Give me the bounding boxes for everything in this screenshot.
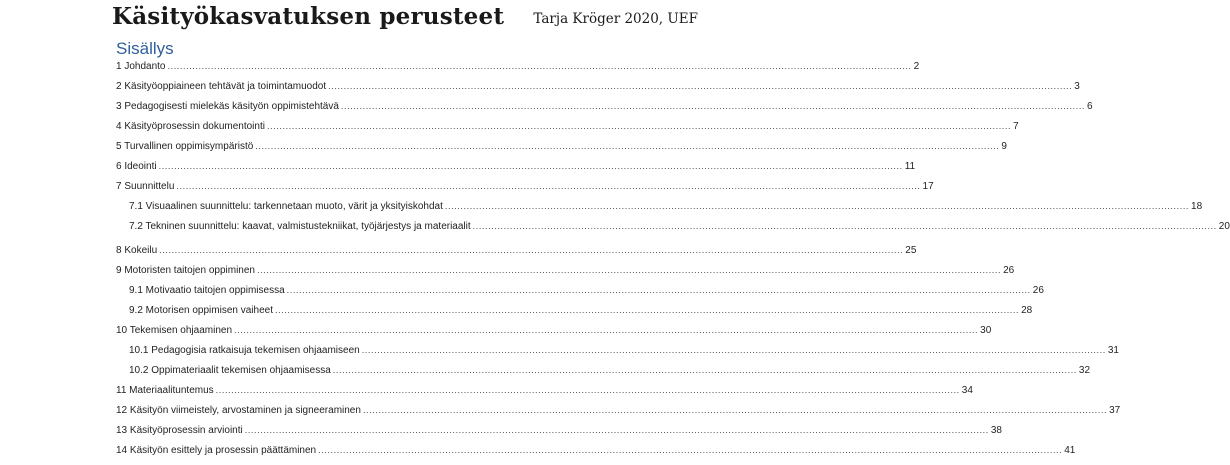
toc-entry-title[interactable]: 10 Tekemisen ohjaaminen [116,325,233,336]
toc-subentry[interactable] [116,221,1230,241]
toc-entry-title[interactable]: 14 Käsityön esittely ja prosessin päättäminen [116,445,317,456]
toc-entry[interactable] [116,141,1007,161]
toc-dot-leader [168,61,912,71]
toc-entry[interactable] [116,245,917,265]
toc-entry-title[interactable]: 4 Käsityöprosessin dokumentointi [116,121,265,132]
toc-page-number[interactable]: 26 [1032,285,1044,296]
toc-dot-leader [287,285,1031,295]
toc-dot-leader [333,365,1077,375]
toc-page-number[interactable]: 28 [1021,305,1033,316]
toc-dot-leader [473,221,1217,231]
toc-entry[interactable] [116,325,992,345]
toc-entry[interactable] [116,425,1002,445]
toc-entry[interactable] [116,181,934,201]
toc-entry-title[interactable]: 11 Materiaalituntemus [116,385,214,396]
toc-dot-leader [176,181,920,191]
toc-dot-leader [245,425,989,435]
toc-entry-title[interactable]: 12 Käsityön viimeistely, arvostaminen ja signeeraminen [116,405,361,416]
toc-dot-leader [318,445,1062,455]
toc-entry-title[interactable]: 7.1 Visuaalinen suunnittelu: tarkennetaan muoto, värit ja yksityiskohdat [129,201,443,212]
toc-entry-title[interactable]: 3 Pedagogisesti mielekäs käsityön oppimistehtävä [116,101,339,112]
document-title: Käsityökasvatuksen perusteet [112,3,505,30]
toc-entry[interactable] [116,101,1093,121]
toc-page-number[interactable]: 20 [1218,221,1230,232]
toc-page-number[interactable]: 6 [1087,101,1093,112]
toc-page-number[interactable]: 32 [1078,365,1091,376]
toc-dot-leader [341,101,1085,111]
toc-entry-title[interactable]: 7.2 Tekninen suunnittelu: kaavat, valmistustekniikat, työjärjestys ja materiaalit [129,221,471,232]
table-of-contents [116,61,1230,465]
toc-dot-leader [445,201,1189,211]
toc-entry-title[interactable]: 5 Turvallinen oppimisympäristö [116,141,254,152]
toc-page-number[interactable]: 25 [905,245,917,256]
toc-page-number[interactable]: 11 [904,161,916,172]
toc-subentry[interactable] [116,305,1033,325]
toc-dot-leader [216,385,960,395]
toc-dot-leader [159,161,903,171]
toc-dot-leader [275,305,1019,315]
toc-page-number[interactable]: 30 [980,325,992,336]
toc-entry[interactable] [116,265,1015,285]
toc-page-number[interactable]: 41 [1064,445,1076,456]
toc-entry-title[interactable]: 7 Suunnittelu [116,181,175,192]
toc-subentry[interactable] [116,365,1091,385]
toc-subentry[interactable] [116,285,1044,305]
toc-dot-leader [159,245,903,255]
toc-page-number[interactable]: 34 [961,385,973,396]
toc-entry-title[interactable]: 9.1 Motivaatio taitojen oppimisessa [129,285,285,296]
author-credit: Tarja Kröger 2020, UEF [533,11,698,27]
toc-entry-title[interactable]: 2 Käsityöoppiaineen tehtävät ja toimintamuodot [116,81,327,92]
toc-entry-title[interactable]: 10.1 Pedagogisia ratkaisuja tekemisen ohjaamiseen [129,345,360,356]
toc-entry-title[interactable]: 6 Ideointi [116,161,157,172]
toc-entry[interactable] [116,121,1019,141]
toc-entry[interactable] [116,405,1121,425]
toc-entry-title[interactable]: 10.2 Oppimateriaalit tekemisen ohjaamisessa [129,365,331,376]
toc-dot-leader [362,345,1106,355]
toc-page-number[interactable]: 17 [922,181,934,192]
toc-entry-title[interactable]: 9 Motoristen taitojen oppiminen [116,265,255,276]
toc-page-number[interactable]: 26 [1003,265,1015,276]
toc-dot-leader [257,265,1001,275]
toc-entry[interactable] [116,61,920,81]
toc-dot-leader [267,121,1011,131]
toc-page-number[interactable]: 38 [990,425,1002,436]
toc-page-number[interactable]: 37 [1109,405,1121,416]
toc-subentry[interactable] [116,345,1119,365]
toc-page-number[interactable]: 3 [1074,81,1080,92]
toc-dot-leader [255,141,999,151]
toc-entry[interactable] [116,445,1076,465]
toc-page-number[interactable]: 31 [1107,345,1119,356]
toc-page-number[interactable]: 2 [913,61,920,72]
toc-entry[interactable] [116,81,1080,101]
toc-dot-leader [363,405,1107,415]
toc-page-number[interactable]: 9 [1001,141,1007,152]
toc-page-number[interactable]: 7 [1013,121,1019,132]
toc-heading: Sisällys [116,39,174,58]
toc-entry-title[interactable]: 8 Kokeilu [116,245,158,256]
toc-entry[interactable] [116,161,916,181]
toc-entry-title[interactable]: 9.2 Motorisen oppimisen vaiheet [129,305,273,316]
toc-entry[interactable] [116,385,973,405]
toc-dot-leader [328,81,1072,91]
toc-entry-title[interactable]: 13 Käsityöprosessin arviointi [116,425,243,436]
toc-entry-title[interactable]: 1 Johdanto [116,61,166,72]
toc-page-number[interactable]: 18 [1191,201,1203,212]
toc-dot-leader [234,325,978,335]
toc-subentry[interactable] [116,201,1203,221]
